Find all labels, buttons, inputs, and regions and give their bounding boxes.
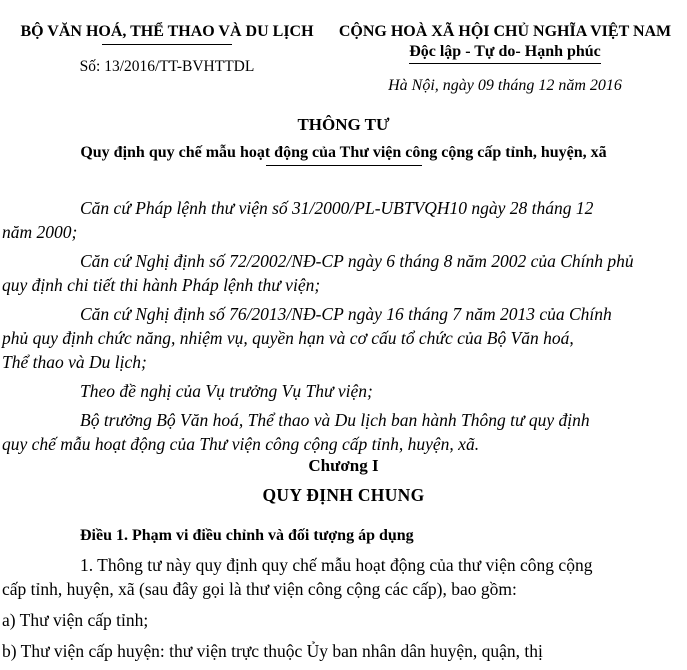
clause-1a-text: a) Thư viện cấp tỉnh; (2, 610, 149, 630)
preamble-ordinance-line2: năm 2000; (2, 222, 78, 242)
preamble-ordinance (2, 196, 660, 244)
clause-1b (2, 639, 657, 663)
preamble-proposal-line1: Theo đề nghị của Vụ trưởng Vụ Thư viện; (80, 381, 373, 401)
preamble (2, 196, 660, 461)
document-number: Số: 13/2016/TT-BVHTTDL (79, 58, 255, 75)
national-motto (409, 42, 601, 64)
preamble-decree-76-line2: phủ quy định chức năng, nhiệm vụ, quyền hạn và cơ cấu tổ chức của Bộ Văn hoá, (2, 328, 574, 348)
document-subject: Quy định quy chế mẫu hoạt động của Thư viện công cộng cấp tỉnh, huyện, xã (80, 144, 607, 161)
document-type: THÔNG TƯ (297, 115, 390, 134)
national-header-block (330, 22, 680, 96)
preamble-decree-76-line1: Căn cứ Nghị định số 76/2013/NĐ-CP ngày 16 tháng 7 năm 2013 của Chính (80, 304, 612, 324)
clause-1-line2: cấp tỉnh, huyện, xã (sau đây gọi là thư viện công cộng các cấp), bao gồm: (2, 579, 517, 599)
issuer-block (14, 22, 320, 77)
chapter-title: QUY ĐỊNH CHUNG (262, 485, 425, 505)
preamble-issuance (2, 408, 660, 456)
preamble-decree-76 (2, 302, 660, 374)
clause-1a (2, 608, 657, 632)
preamble-issuance-line1: Bộ trưởng Bộ Văn hoá, Thể thao và Du lịch ban hành Thông tư quy định (80, 410, 590, 430)
preamble-ordinance-line1: Căn cứ Pháp lệnh thư viện số 31/2000/PL-UBTVQH10 ngày 28 tháng 12 (80, 198, 594, 218)
clause-1b-text: b) Thư viện cấp huyện: thư viện trực thuộc Ủy ban nhân dân huyện, quận, thị (2, 641, 543, 661)
motto-underline (409, 63, 601, 64)
document-subject-block (0, 143, 687, 166)
ministry-underline (102, 44, 232, 45)
national-motto-text: Độc lập - Tự do- Hạnh phúc (409, 43, 601, 60)
preamble-decree-72 (2, 249, 660, 297)
preamble-decree-72-line1: Căn cứ Nghị định số 72/2002/NĐ-CP ngày 6 tháng 8 năm 2002 của Chính phủ (80, 251, 634, 271)
article-heading: Điều 1. Phạm vi điều chỉnh và đối tượng áp dụng (80, 527, 414, 544)
subject-underline (266, 165, 422, 166)
preamble-decree-72-line2: quy định chi tiết thi hành Pháp lệnh thư viện; (2, 275, 321, 295)
preamble-proposal (80, 379, 660, 403)
preamble-issuance-line2: quy chế mẫu hoạt động của Thư viện công cộng cấp tỉnh, huyện, xã. (2, 434, 480, 454)
place-date: Hà Nội, ngày 09 tháng 12 năm 2016 (388, 77, 622, 94)
clause-1-line1: 1. Thông tư này quy định quy chế mẫu hoạt động của thư viện công cộng (80, 555, 593, 575)
article-content (2, 553, 657, 670)
country-name: CỘNG HOÀ XÃ HỘI CHỦ NGHĨA VIỆT NAM (338, 23, 672, 40)
clause-1 (2, 553, 657, 601)
preamble-decree-76-line3: Thể thao và Du lịch; (2, 352, 147, 372)
ministry-name: BỘ VĂN HOÁ, THỂ THAO VÀ DU LỊCH (20, 23, 314, 40)
chapter-number: Chương I (308, 456, 379, 475)
